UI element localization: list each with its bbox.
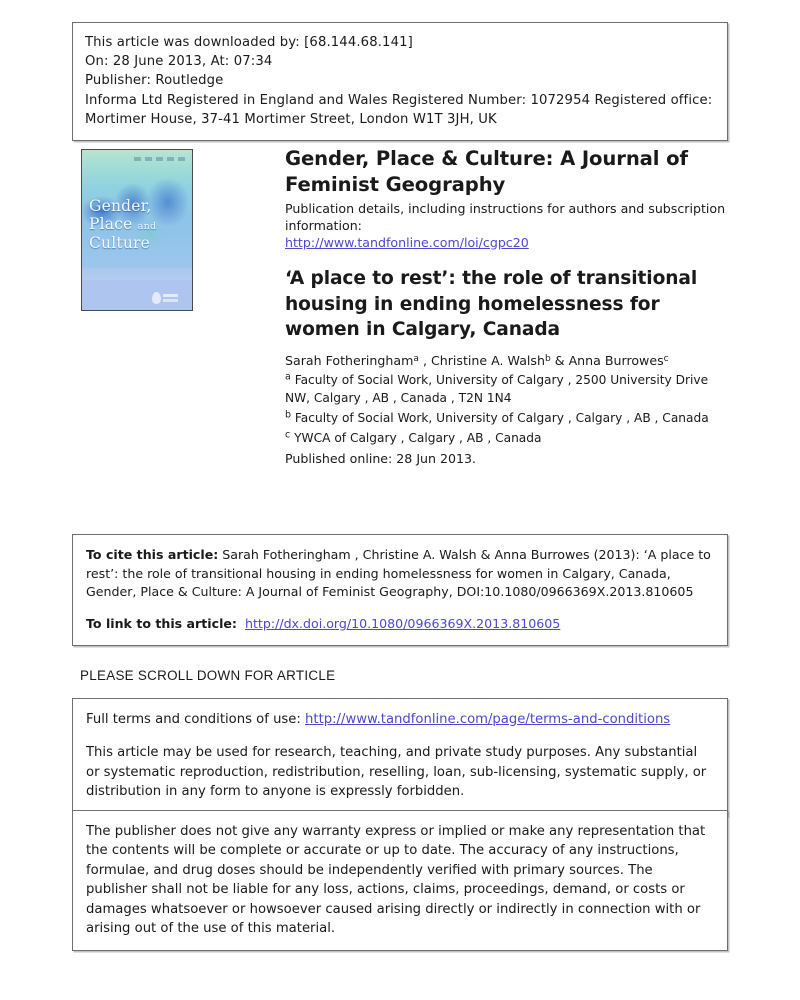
usage-restrictions-paragraph: This article may be used for research, teaching, and private study purposes. Any substantial or systematic reproduction, redistribution, reselling, loan, sub-licensing, systematic supply, or distribution in any form to anyone is expressly forbidden. (86, 745, 707, 800)
journal-info-column (285, 146, 728, 467)
downloaded-by-line: This article was downloaded by: [68.144.68.141] (85, 35, 413, 50)
link-label: To link to this article: (86, 615, 237, 631)
publication-details-text: Publication details, including instructions for authors and subscription information: (285, 201, 726, 233)
author-name-1: Sarah Fotheringham (285, 352, 414, 368)
cite-full-reference: Sarah Fotheringham , Christine A. Walsh & Anna Burrowes (2013): ‘A place to rest’: the role of transitional housing in ending homelessness for women in Calgary, Canada, Gender, Place & Culture: A Journal of Feminist Geography, DOI:10.1080/0966369X.2013.810605 (86, 547, 711, 600)
registration-line: Informa Ltd Registered in England and Wales Registered Number: 1072954 Registered office: Mortimer House, 37-41 Mortimer Street, London W1T 3JH, UK (85, 92, 713, 127)
affiliation-text-b: Faculty of Social Work, University of Calgary , Calgary , AB , Canada (294, 410, 709, 425)
publisher-line: Publisher: Routledge (85, 73, 224, 89)
cover-masthead-text (134, 157, 187, 161)
journal-cover-thumbnail[interactable] (81, 149, 193, 311)
full-terms-row (86, 710, 714, 729)
affiliation-text-c: YWCA of Calgary , Calgary , AB , Canada (294, 431, 542, 446)
authors-separator-2: & (550, 352, 569, 368)
download-datetime-line: On: 28 June 2013, At: 07:34 (85, 54, 273, 70)
published-online-date: Published online: 28 Jun 2013. (285, 450, 477, 466)
journal-title: Gender, Place & Culture: A Journal of Feminist Geography (285, 147, 688, 196)
article-authors (285, 352, 728, 370)
cover-footer-band (82, 280, 192, 310)
author-marker-3: c (663, 353, 669, 364)
affiliation-marker-a: a (285, 371, 291, 383)
affiliation-a (285, 372, 728, 407)
cover-title-and: and (137, 220, 157, 232)
article-title: ‘A place to rest’: the role of transitional housing in ending homelessness for women in Calgary, Canada (285, 268, 698, 340)
authors-separator-1: , (418, 352, 431, 368)
cover-title-line-1: Gender, (89, 197, 152, 215)
warranty-disclaimer-panel (72, 810, 728, 951)
cover-title-place: Place (89, 214, 133, 233)
author-name-2: Christine A. Walsh (430, 352, 545, 368)
affiliation-b (285, 410, 728, 427)
affiliation-marker-b: b (285, 409, 292, 421)
affiliation-text-a: Faculty of Social Work, University of Calgary , 2500 University Drive NW, Calgary , AB , Canada , T2N 1N4 (285, 373, 709, 405)
routledge-logo-icon (152, 291, 178, 306)
author-marker-1: a (413, 353, 419, 364)
download-info-panel (72, 22, 728, 141)
cover-title-line-2 (89, 216, 186, 236)
terms-and-conditions-link[interactable]: http://www.tandfonline.com/page/terms-and-conditions (305, 712, 671, 727)
cover-color-strip (82, 268, 192, 280)
cover-artwork (82, 150, 192, 268)
terms-of-use-panel (72, 698, 728, 816)
affiliation-c (285, 430, 728, 447)
cite-label: To cite this article: (86, 547, 219, 562)
author-marker-2: b (544, 353, 551, 364)
journal-url-row (285, 234, 728, 251)
journal-homepage-link[interactable]: http://www.tandfonline.com/loi/cgpc20 (285, 235, 529, 250)
citation-panel (72, 534, 728, 646)
warranty-disclaimer-paragraph: The publisher does not give any warranty express or implied or make any representation that the contents will be complete or accurate or up to date. The accuracy of any instructions, formulae, and drug doses should be independently verified with primary sources. The publisher shall not be liable for any loss, actions, claims, proceedings, demand, or costs or damages whatsoever or howsoever caused arising directly or indirectly in connection with or arising out of the use of this material. (86, 824, 706, 937)
cover-title (89, 198, 186, 253)
scroll-down-notice: PLEASE SCROLL DOWN FOR ARTICLE (80, 668, 336, 683)
cover-title-line-3: Culture (89, 234, 150, 252)
doi-link-row (86, 615, 714, 634)
full-terms-label: Full terms and conditions of use: (86, 712, 306, 727)
author-name-3: Anna Burrowes (568, 352, 664, 368)
doi-link[interactable]: http://dx.doi.org/10.1080/0966369X.2013.810605 (244, 615, 561, 631)
citation-text-block (86, 546, 714, 602)
affiliation-marker-c: c (285, 429, 291, 441)
